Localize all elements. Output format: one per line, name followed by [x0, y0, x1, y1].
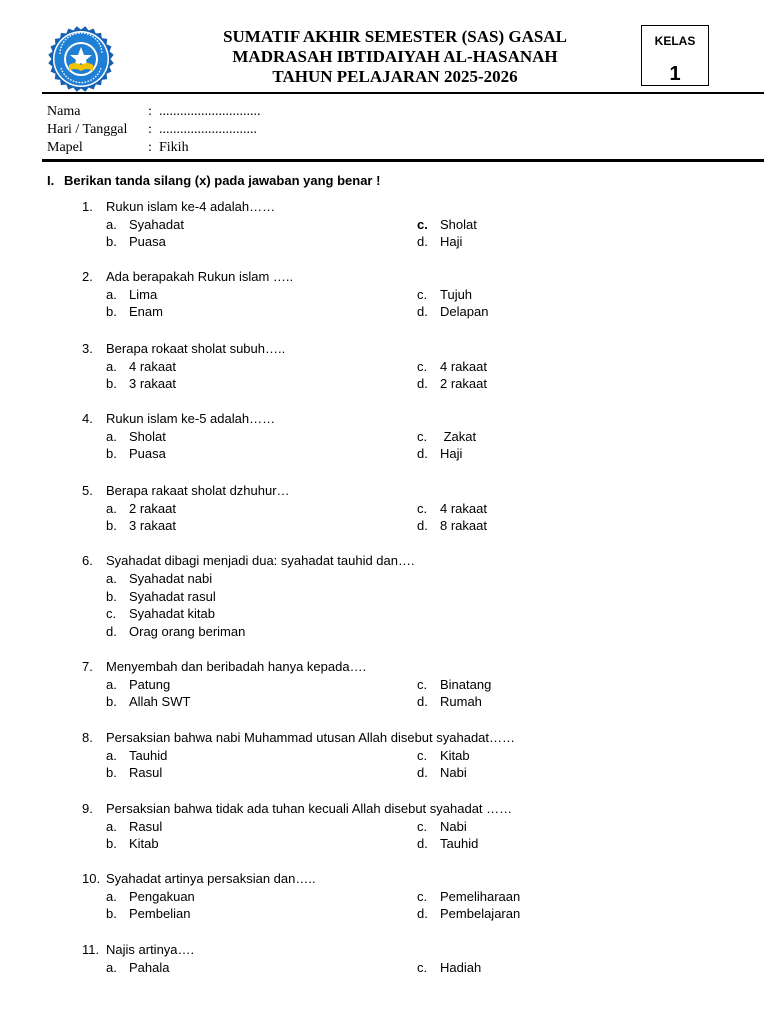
school-name-line: MADRASAH IBTIDAIYAH AL-HASANAH	[232, 47, 558, 66]
identity-value-mapel: Fikih	[159, 140, 189, 155]
option-letter: d.	[417, 694, 428, 709]
option-letter: c.	[417, 960, 428, 975]
answer-option-a[interactable]	[106, 888, 195, 906]
kelas-box	[641, 25, 709, 86]
section-number: I.	[47, 173, 55, 188]
header-divider	[42, 92, 764, 94]
option-letter: c.	[417, 217, 428, 232]
option-letter: d.	[417, 304, 428, 319]
option-letter: c.	[417, 677, 428, 692]
option-letter: d.	[417, 906, 428, 921]
answer-option-b[interactable]	[106, 517, 176, 535]
option-text: Rasul	[129, 765, 163, 780]
question-text: Menyembah dan beribadah hanya kepada….	[106, 659, 367, 674]
identity-row-nama	[47, 103, 261, 121]
option-letter: a.	[106, 677, 117, 692]
section-text: Berikan tanda silang (x) pada jawaban yang benar !	[64, 173, 381, 188]
option-letter: b.	[106, 376, 117, 391]
option-text: Zakat	[440, 429, 477, 444]
option-text: Tauhid	[440, 836, 479, 851]
answer-option-b[interactable]	[106, 764, 162, 782]
answer-option-a[interactable]	[106, 428, 166, 446]
option-letter: d.	[417, 765, 428, 780]
answer-option-c[interactable]	[417, 888, 520, 906]
option-letter: a.	[106, 748, 117, 763]
option-text: Rumah	[440, 694, 482, 709]
option-letter: a.	[106, 217, 117, 232]
answer-option-a[interactable]	[106, 286, 157, 304]
madrasah-logo	[43, 25, 119, 93]
option-text: 4 rakaat	[129, 359, 176, 374]
question-number: 3.	[82, 341, 93, 356]
option-letter: d.	[417, 836, 428, 851]
question-number: 1.	[82, 199, 93, 214]
answer-option-c[interactable]	[417, 818, 467, 836]
option-text: Pengakuan	[129, 889, 195, 904]
option-letter: d.	[417, 234, 428, 249]
answer-option-d[interactable]	[417, 517, 487, 535]
question-stem	[82, 482, 290, 500]
option-text: Puasa	[129, 446, 166, 461]
option-letter: a.	[106, 960, 117, 975]
question-text: Najis artinya….	[106, 942, 195, 957]
answer-option-c[interactable]	[417, 216, 477, 234]
answer-option-d[interactable]	[417, 445, 462, 463]
option-letter: b.	[106, 906, 117, 921]
answer-option-a[interactable]	[106, 358, 176, 376]
identity-row-mapel	[47, 139, 189, 157]
answer-option-d[interactable]	[417, 764, 467, 782]
answer-option-c[interactable]	[417, 358, 487, 376]
answer-option-a[interactable]	[106, 570, 212, 588]
option-text: Nabi	[440, 819, 467, 834]
madrasah-seal-icon	[43, 25, 119, 93]
identity-value-hari-tanggal[interactable]: ............................	[159, 122, 257, 137]
option-text: Puasa	[129, 234, 166, 249]
option-letter: a.	[106, 889, 117, 904]
option-text: Pemeliharaan	[440, 889, 521, 904]
question-text: Syahadat dibagi menjadi dua: syahadat tauhid dan….	[106, 553, 415, 568]
answer-option-d[interactable]	[417, 905, 520, 923]
option-text: Tauhid	[129, 748, 168, 763]
kelas-value: 1	[669, 63, 681, 85]
identity-colon: :	[148, 122, 152, 137]
option-letter: c.	[417, 429, 428, 444]
answer-option-b[interactable]	[106, 445, 166, 463]
question-stem	[82, 870, 316, 888]
option-text: Syahadat	[129, 217, 184, 232]
question-number: 6.	[82, 553, 93, 568]
answer-option-d[interactable]	[417, 375, 487, 393]
option-letter: a.	[106, 359, 117, 374]
option-text: Orag orang beriman	[129, 623, 246, 639]
question-text: Ada berapakah Rukun islam …..	[106, 269, 294, 284]
option-text: Syahadat nabi	[129, 571, 213, 586]
option-letter: b.	[106, 836, 117, 851]
answer-option-d[interactable]	[417, 303, 488, 321]
option-text: 4 rakaat	[440, 359, 487, 374]
answer-option-a[interactable]	[106, 959, 169, 977]
answer-option-c[interactable]	[417, 286, 472, 304]
answer-option-b[interactable]	[106, 233, 166, 251]
option-text: Allah SWT	[129, 694, 191, 709]
answer-option-c[interactable]	[417, 676, 491, 694]
option-text: Syahadat kitab	[129, 606, 216, 622]
option-text: Kitab	[440, 748, 470, 763]
answer-option-b[interactable]	[106, 835, 159, 853]
identity-colon: :	[148, 104, 152, 119]
answer-option-c[interactable]	[417, 428, 476, 446]
option-text: Nabi	[440, 765, 467, 780]
option-text: Haji	[440, 446, 463, 461]
question-stem	[82, 552, 415, 570]
identity-value-nama[interactable]: .............................	[159, 104, 261, 119]
question-text: Berapa rakaat sholat dzhuhur…	[106, 483, 290, 498]
option-letter: b.	[106, 234, 117, 249]
option-letter: d.	[417, 446, 428, 461]
answer-option-d[interactable]	[417, 693, 482, 711]
option-text: Binatang	[440, 677, 492, 692]
answer-option-d[interactable]	[106, 623, 245, 641]
academic-year-line: TAHUN PELAJARAN 2025-2026	[272, 67, 518, 86]
answer-option-b[interactable]	[106, 693, 190, 711]
option-letter: b.	[106, 694, 117, 709]
answer-option-d[interactable]	[417, 835, 478, 853]
answer-option-a[interactable]	[106, 747, 167, 765]
answer-option-d[interactable]	[417, 233, 462, 251]
question-number: 5.	[82, 483, 93, 498]
option-text: 8 rakaat	[440, 518, 487, 533]
question-number: 10.	[82, 871, 101, 886]
option-text: Syahadat rasul	[129, 588, 216, 604]
option-letter: c.	[106, 606, 117, 622]
question-text: Rukun islam ke-4 adalah……	[106, 199, 276, 214]
answer-option-c[interactable]	[417, 500, 487, 518]
answer-option-b[interactable]	[106, 375, 176, 393]
answer-option-c[interactable]	[417, 747, 470, 765]
option-text: Tujuh	[440, 287, 473, 302]
answer-option-a[interactable]	[106, 500, 176, 518]
exam-title-line: SUMATIF AKHIR SEMESTER (SAS) GASAL	[223, 27, 567, 46]
option-text: Patung	[129, 677, 171, 692]
question-number: 11.	[82, 942, 100, 957]
option-letter: c.	[417, 501, 428, 516]
question-stem	[82, 268, 293, 286]
question-stem	[82, 340, 285, 358]
option-text: Lima	[129, 287, 158, 302]
question-number: 9.	[82, 801, 93, 816]
answer-option-a[interactable]	[106, 216, 184, 234]
question-stem	[82, 658, 366, 676]
option-text: Haji	[440, 234, 463, 249]
option-text: 3 rakaat	[129, 518, 176, 533]
option-text: Pembelian	[129, 906, 191, 921]
exam-title	[130, 27, 660, 87]
option-text: Enam	[129, 304, 163, 319]
kelas-label: KELAS	[654, 34, 696, 48]
option-text: Sholat	[129, 429, 166, 444]
option-letter: c.	[417, 819, 428, 834]
option-letter: a.	[106, 429, 117, 444]
option-text: 2 rakaat	[129, 501, 176, 516]
answer-option-c[interactable]	[106, 605, 215, 623]
option-letter: b.	[106, 588, 117, 604]
answer-option-b[interactable]	[106, 303, 163, 321]
option-letter: a.	[106, 819, 117, 834]
question-stem	[82, 941, 194, 959]
option-letter: b.	[106, 518, 117, 533]
question-number: 7.	[82, 659, 93, 674]
identity-label: Nama	[47, 104, 81, 119]
question-text: Persaksian bahwa tidak ada tuhan kecuali Allah disebut syahadat ……	[106, 801, 513, 816]
option-letter: a.	[106, 571, 117, 586]
question-stem	[82, 729, 515, 747]
option-text: 4 rakaat	[440, 501, 487, 516]
question-text: Rukun islam ke-5 adalah……	[106, 411, 276, 426]
option-letter: c.	[417, 359, 428, 374]
question-text: Persaksian bahwa nabi Muhammad utusan Allah disebut syahadat……	[106, 730, 516, 745]
question-number: 8.	[82, 730, 93, 745]
option-letter: d.	[417, 376, 428, 391]
option-text: 2 rakaat	[440, 376, 487, 391]
option-text: Kitab	[129, 836, 159, 851]
option-letter: c.	[417, 748, 428, 763]
option-letter: d.	[417, 518, 428, 533]
answer-option-a[interactable]	[106, 676, 170, 694]
identity-colon: :	[148, 140, 152, 155]
answer-option-b[interactable]	[106, 588, 216, 606]
answer-option-b[interactable]	[106, 905, 190, 923]
question-text: Berapa rokaat sholat subuh…..	[106, 341, 286, 356]
option-text: Pembelajaran	[440, 906, 521, 921]
question-stem	[82, 198, 275, 216]
option-letter: d.	[106, 623, 117, 639]
question-number: 4.	[82, 411, 93, 426]
option-letter: a.	[106, 287, 117, 302]
identity-row-hari-tanggal	[47, 121, 257, 139]
option-text: Delapan	[440, 304, 489, 319]
option-text: Hadiah	[440, 960, 482, 975]
option-letter: b.	[106, 446, 117, 461]
question-stem	[82, 800, 512, 818]
answer-option-a[interactable]	[106, 818, 162, 836]
option-letter: a.	[106, 501, 117, 516]
option-text: Rasul	[129, 819, 163, 834]
option-text: Pahala	[129, 960, 170, 975]
option-text: Sholat	[440, 217, 477, 232]
question-stem	[82, 410, 275, 428]
question-number: 2.	[82, 269, 93, 284]
option-letter: b.	[106, 304, 117, 319]
option-letter: c.	[417, 889, 428, 904]
section-instruction	[47, 173, 380, 188]
option-letter: c.	[417, 287, 428, 302]
identity-label: Mapel	[47, 140, 83, 155]
question-text: Syahadat artinya persaksian dan…..	[106, 871, 316, 886]
identity-divider	[42, 159, 764, 162]
option-text: 3 rakaat	[129, 376, 176, 391]
option-letter: b.	[106, 765, 117, 780]
identity-label: Hari / Tanggal	[47, 122, 128, 137]
answer-option-c[interactable]	[417, 959, 481, 977]
